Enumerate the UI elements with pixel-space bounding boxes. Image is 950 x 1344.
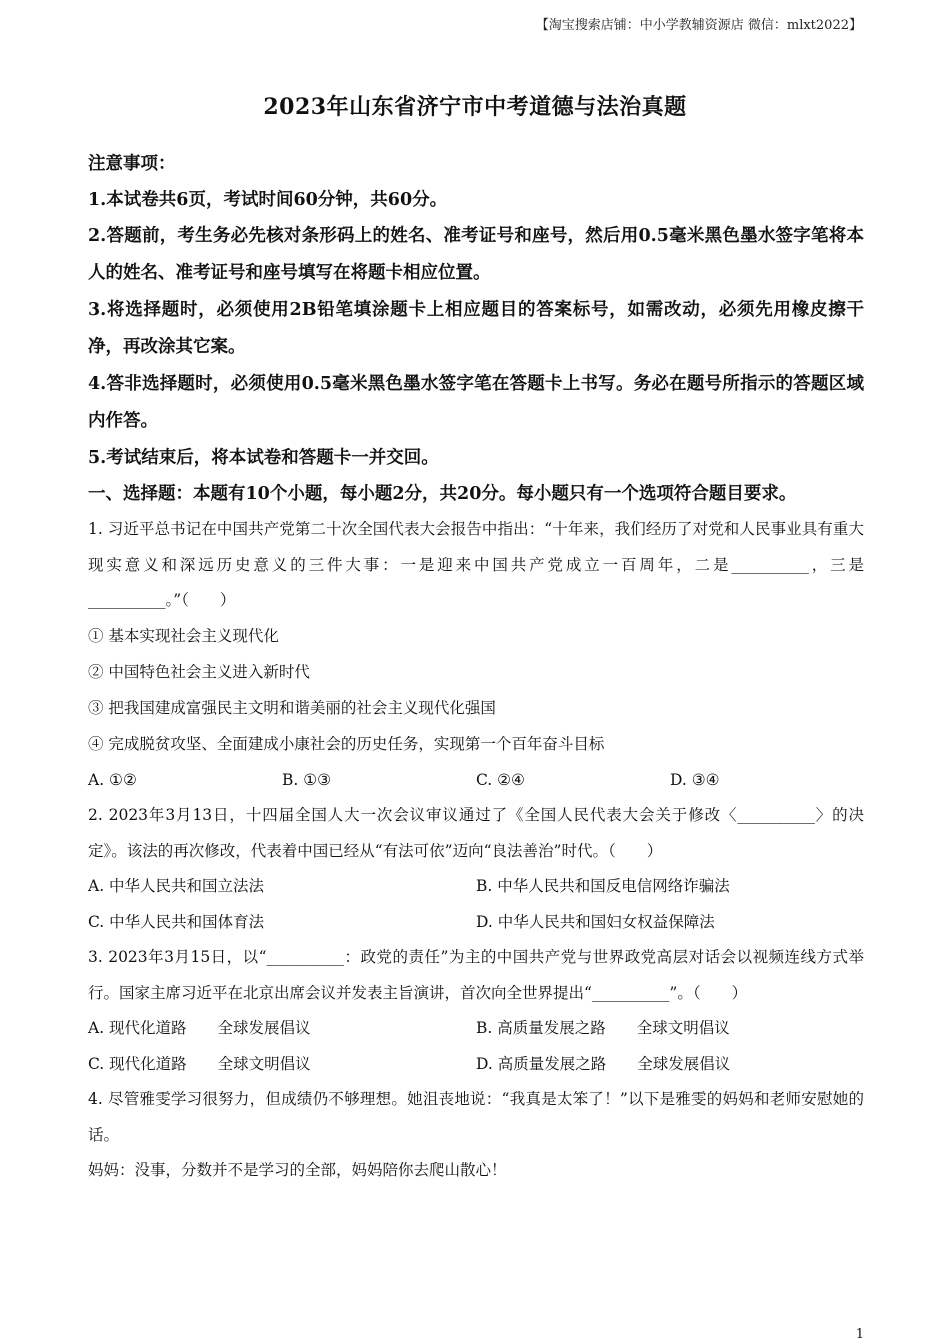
option-c: C. 中华人民共和国体育法 (88, 912, 265, 931)
notice-item: 4.答非选择题时，必须使用0.5毫米黑色墨水签字笔在答题卡上书写。务必在题号所指示的答题区域内作答。 (88, 374, 864, 431)
option-a: A. 现代化道路 全球发展倡议 (88, 1019, 311, 1037)
option-c: C. ②④ (476, 770, 525, 789)
option-b: B. 高质量发展之路 全球文明倡议 (476, 1019, 730, 1037)
exam-content (88, 146, 864, 1189)
option-row (88, 1047, 864, 1083)
notice-item: 5.考试结束后，将本试卷和答题卡一并交回。 (88, 448, 439, 468)
question-item: ③ 把我国建成富强民主文明和谐美丽的社会主义现代化强国 (88, 698, 496, 717)
option-row (88, 869, 864, 905)
notice-item: 1.本试卷共6页，考试时间60分钟，共60分。 (88, 190, 448, 210)
option-row (88, 1011, 864, 1047)
option-b: B. 中华人民共和国反电信网络诈骗法 (476, 877, 730, 895)
question-stem: 4. 尽管雅雯学习很努力，但成绩仍不够理想。她沮丧地说：“我真是太笨了！”以下是雅雯的妈妈和老师安慰她的话。 (88, 1090, 864, 1144)
question-item: ④ 完成脱贫攻坚、全面建成小康社会的历史任务，实现第一个百年奋斗目标 (88, 734, 605, 753)
option-row (88, 763, 864, 799)
section-heading: 一、选择题：本题有10个小题，每小题2分，共20分。每小题只有一个选项符合题目要求。 (88, 484, 797, 504)
question-item: ① 基本实现社会主义现代化 (88, 626, 279, 645)
option-c: C. 现代化道路 全球文明倡议 (88, 1054, 311, 1073)
notice-item: 3.将选择题时，必须使用2B铅笔填涂题卡上相应题目的答案标号，如需改动，必须先用橡皮擦干净，再改涂其它案。 (88, 300, 864, 357)
option-d: D. 中华人民共和国妇女权益保障法 (476, 912, 715, 931)
option-a: A. 中华人民共和国立法法 (88, 877, 265, 895)
option-row (88, 905, 864, 941)
option-a: A. ①② (88, 770, 137, 789)
page-title: 2023年山东省济宁市中考道德与法治真题 (263, 94, 687, 120)
page-number: 1 (855, 1327, 864, 1342)
header-note: 【淘宝搜索店铺：中小学教辅资源店 微信：mlxt2022】 (535, 18, 862, 33)
option-d: D. ③④ (670, 770, 720, 789)
option-b: B. ①③ (282, 770, 332, 789)
question-stem: 3. 2023年3月15日，以“__________：政党的责任”为主的中国共产党与世界政党高层对话会以视频连线方式举行。国家主席习近平在北京出席会议并发表主旨演讲，首次向全世界提出“__________”。（ ） (88, 948, 864, 1002)
dialogue-line: 妈妈：没事，分数并不是学习的全部，妈妈陪你去爬山散心！ (88, 1161, 507, 1179)
question-stem: 1. 习近平总书记在中国共产党第二十次全国代表大会报告中指出：“十年来，我们经历了对党和人民事业具有重大现实意义和深远历史意义的三件大事：一是迎来中国共产党成立一百周年，二是__________，三是__________。”（ ） (88, 520, 864, 609)
notice-item: 2.答题前，考生务必先核对条形码上的姓名、准考证号和座号，然后用0.5毫米黑色墨水签字笔将本人的姓名、准考证号和座号填写在将题卡相应位置。 (88, 226, 864, 283)
question-stem: 2. 2023年3月13日，十四届全国人大一次会议审议通过了《全国人民代表大会关于修改〈__________〉的决定》。该法的再次修改，代表着中国已经从“有法可依”迈向“良法善治”时代。（ ） (88, 806, 864, 860)
question-item: ② 中国特色社会主义进入新时代 (88, 662, 310, 681)
option-d: D. 高质量发展之路 全球发展倡议 (476, 1054, 731, 1073)
notice-heading: 注意事项： (88, 154, 176, 174)
